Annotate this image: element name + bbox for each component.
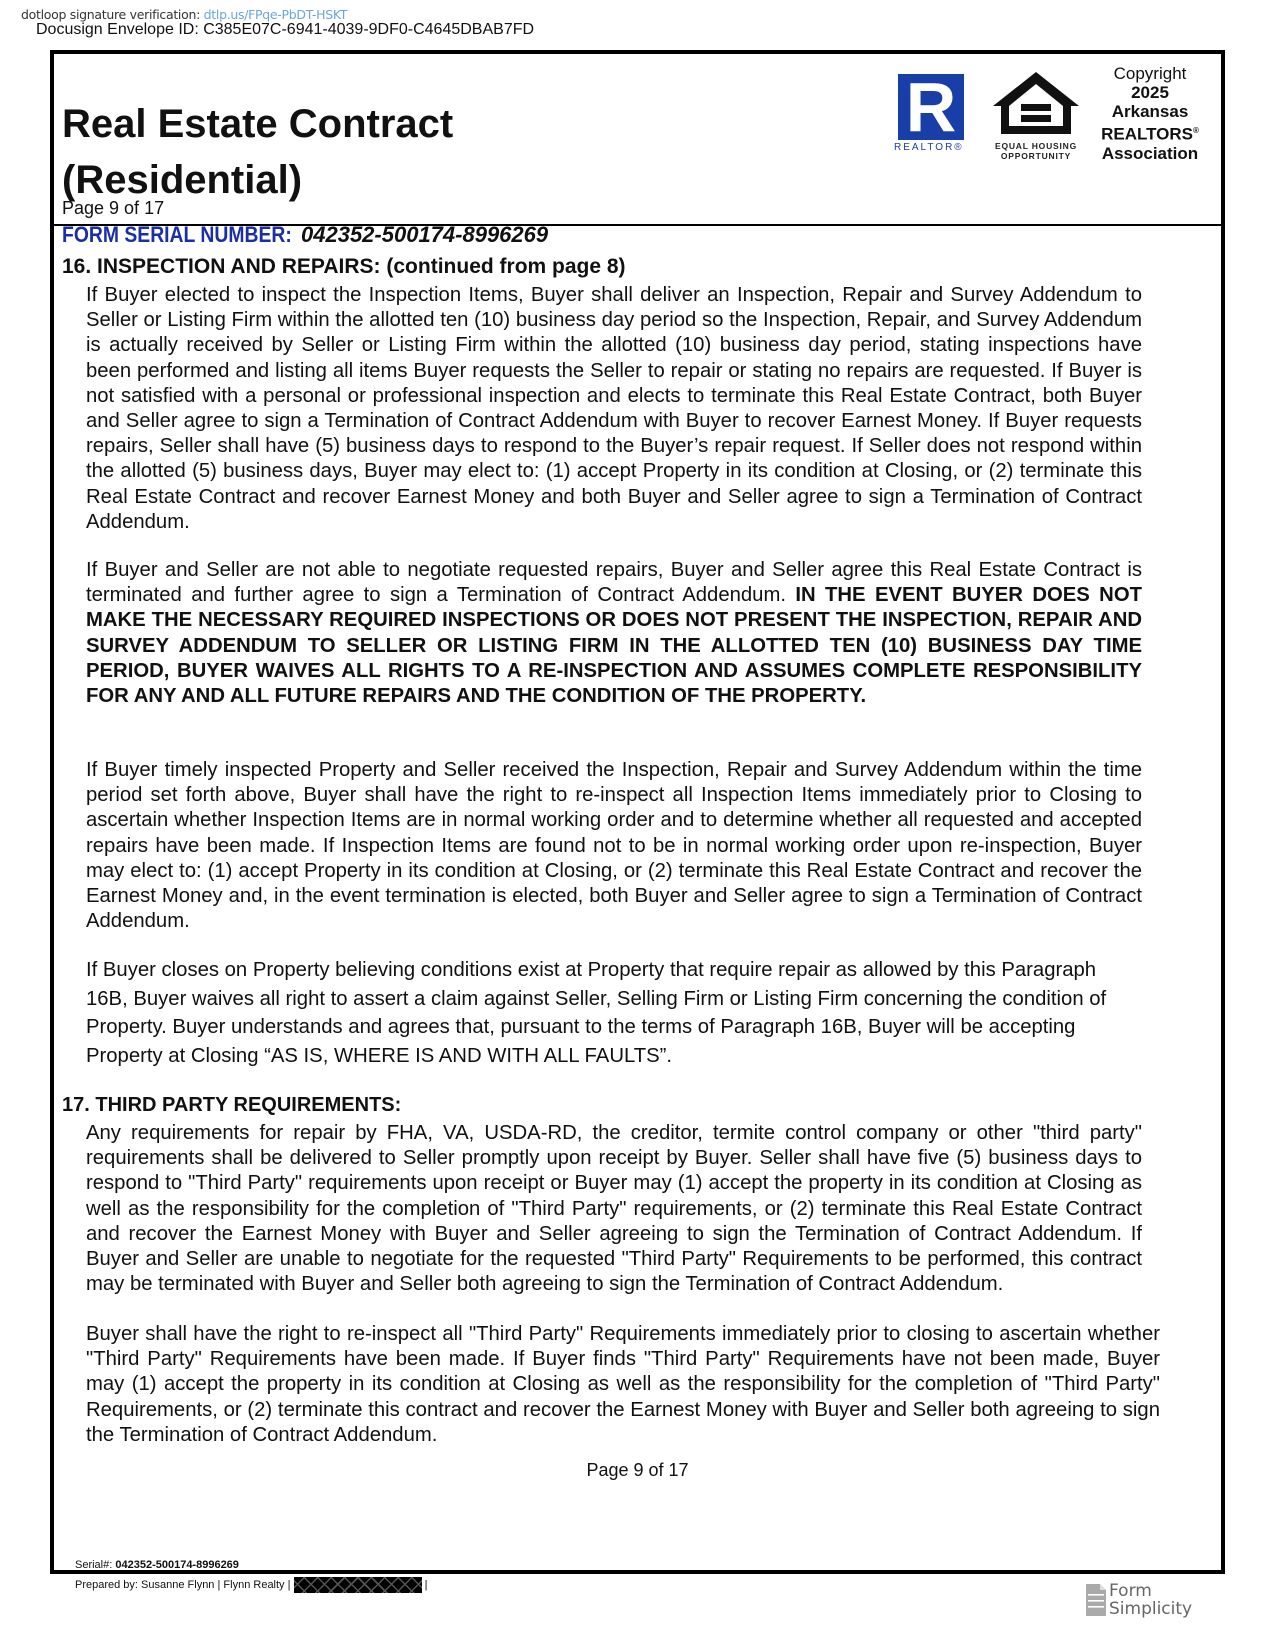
- form-page: [50, 50, 1225, 1574]
- separator: |: [424, 1579, 428, 1591]
- equal-housing-house-icon: [991, 70, 1081, 136]
- signature-verification: [21, 7, 347, 22]
- title-line-1: Real Estate Contract: [62, 102, 454, 146]
- realtor-logo: [894, 68, 974, 153]
- realtor-logo-label: REALTOR®: [894, 142, 964, 153]
- section-17-paragraph-1: Any requirements for repair by FHA, VA, USDA-RD, the creditor, termite control company or other "third party" requirements shall be delivered to Seller promptly upon receipt by Buyer. Seller shall have five (5) business days to respond to "Third Party" requirements upon receipt or Buyer may (1) accept the property in its condition at Closing as well as the responsibility for the completion of "Third Party" requirements, or (2) terminate this Real Estate Contract and recover the Earnest Money with Buyer and Seller agreeing to sign the Termination of Contract Addendum. If Buyer and Seller are unable to negotiate for the requested "Third Party" Requirements to be performed, this contract may be terminated with Buyer and Seller both agreeing to sign the Termination of Contract Addendum.: [86, 1122, 1142, 1296]
- verification-link[interactable]: dtlp.us/FPqe-PbDT-HSKT: [203, 7, 348, 22]
- section-16-waiver-notice: IN THE EVENT BUYER DOES NOT MAKE THE NECESSARY REQUIRED INSPECTIONS OR DOES NOT PRESENT THE INSPECTION, REPAIR AND SURVEY ADDENDUM TO SELLER OR LISTING FIRM IN THE ALLOTTED TEN (10) BUSINESS DAY TIME PERIOD, BUYER WAIVES ALL RIGHTS TO A RE-INSPECTION AND ASSUMES COMPLETE RESPONSIBILITY FOR ANY AND ALL FUTURE REPAIRS AND THE CONDITION OF THE PROPERTY.: [86, 584, 1142, 708]
- copyright-org: REALTORS: [1101, 124, 1194, 144]
- form-title: [62, 96, 453, 208]
- preparer-name: Susanne Flynn: [141, 1579, 215, 1591]
- envelope-id: Docusign Envelope ID: C385E07C-6941-4039-9DF0-C4645DBAB7FD: [36, 21, 535, 38]
- form-simplicity-logo: [1086, 1582, 1192, 1618]
- section-17-paragraph-2: Buyer shall have the right to re-inspect all "Third Party" Requirements immediately prior to closing to ascertain whether "Third Party" Requirements have been made. If Buyer finds "Third Party" Requirements have not been made, Buyer may (1) accept the property in its condition at Closing as well as the responsibility for the completion of "Third Party" Requirements, or (2) terminate this contract and recover the Earnest Money with Buyer and Seller both agreeing to sign the Termination of Contract Addendum.: [86, 1323, 1160, 1446]
- realtor-r-icon: R: [898, 74, 964, 140]
- logo-line-2: Simplicity: [1109, 1599, 1193, 1619]
- form-header: [54, 54, 1221, 226]
- eho-label-2: OPPORTUNITY: [1000, 151, 1072, 161]
- title-line-2: (Residential): [62, 158, 303, 202]
- preparer-firm: Flynn Realty: [223, 1579, 285, 1591]
- page-indicator-top: Page 9 of 17: [62, 198, 165, 218]
- section-16-paragraph-1: If Buyer elected to inspect the Inspection Items, Buyer shall deliver an Inspection, Repair and Survey Addendum to Seller or Listing Firm within the allotted ten (10) business day period so the Inspection, Repair, and Survey Addendum is actually received by Seller or Listing Firm within the allotted (10) business day period, stating inspections have been performed and listing all items Buyer requests the Seller to repair or stating no repairs are requested. If Buyer is not satisfied with a personal or professional inspection and elects to terminate this Real Estate Contract, both Buyer and Seller agree to sign a Termination of Contract Addendum with Buyer to recover Earnest Money. If Buyer requests repairs, Seller shall have (5) business days to respond to the Buyer’s repair request. If Seller does not respond within the allotted (5) business days, Buyer may elect to: (1) accept Property in its condition at Closing, or (2) terminate this Real Estate Contract and recover Earnest Money and both Buyer and Seller agree to sign a Termination of Contract Addendum.: [86, 284, 1142, 533]
- preparer-footer: [75, 1555, 427, 1595]
- section-16-paragraph-3: If Buyer timely inspected Property and Seller received the Inspection, Repair and Survey Addendum within the time period set forth above, Buyer shall have the right to re-inspect all Inspection Items immediately prior to Closing to ascertain whether Inspection Items are in normal working order and to determine whether all requested and accepted repairs have been made. If Inspection Items are found not to be in normal working order upon re-inspection, Buyer may elect to: (1) accept Property in its condition at Closing, or (2) terminate this Real Estate Contract and recover the Earnest Money and, in the event termination is elected, both Buyer and Seller agree to sign a Termination of Contract Addendum.: [86, 759, 1142, 933]
- separator: |: [217, 1579, 221, 1591]
- copyright-association: Association: [1101, 143, 1199, 163]
- copyright-year: 2025: [1131, 83, 1169, 102]
- footer-serial-value: 042352-500174-8996269: [115, 1559, 239, 1571]
- section-16-heading: 16. INSPECTION AND REPAIRS: (continued from page 8): [62, 255, 626, 278]
- copyright-label: Copyright: [1113, 64, 1187, 83]
- copyright-notice: [1090, 64, 1210, 163]
- section-16-paragraph-2-text: If Buyer and Seller are not able to negotiate requested repairs, Buyer and Seller agree this Real Estate Contract is terminated and further agree to sign a Termination of Contract Addendum.: [86, 559, 1142, 607]
- eho-label-1: EQUAL HOUSING: [994, 141, 1078, 151]
- section-16-paragraph-4: If Buyer closes on Property believing conditions exist at Property that require repair as allowed by this Paragraph 16B, Buyer waives all right to assert a claim against Seller, Selling Firm or Listing Firm concerning the condition of Property. Buyer understands and agrees that, pursuant to the terms of Paragraph 16B, Buyer will be accepting Property at Closing “AS IS, WHERE IS AND WITH ALL FAULTS”.: [86, 959, 1107, 1067]
- verification-label: dotloop signature verification:: [21, 7, 200, 22]
- redacted-block: [294, 1577, 422, 1593]
- prepared-by-label: Prepared by:: [75, 1579, 138, 1591]
- section-16-paragraph-2: [86, 558, 1142, 709]
- equal-housing-logo: [990, 70, 1082, 161]
- form-serial-number: [62, 222, 549, 248]
- document-icon: [1086, 1584, 1106, 1616]
- serial-label: FORM SERIAL NUMBER:: [62, 222, 292, 247]
- copyright-state: Arkansas: [1111, 102, 1189, 121]
- footer-serial-label: Serial#:: [75, 1559, 113, 1571]
- separator: |: [287, 1579, 291, 1591]
- logo-line-1: Form: [1109, 1581, 1152, 1601]
- section-17-heading: 17. THIRD PARTY REQUIREMENTS:: [62, 1094, 402, 1116]
- page-indicator-bottom: Page 9 of 17: [586, 1460, 689, 1480]
- registered-mark: ®: [1193, 126, 1199, 135]
- serial-value: 042352-500174-8996269: [301, 222, 549, 247]
